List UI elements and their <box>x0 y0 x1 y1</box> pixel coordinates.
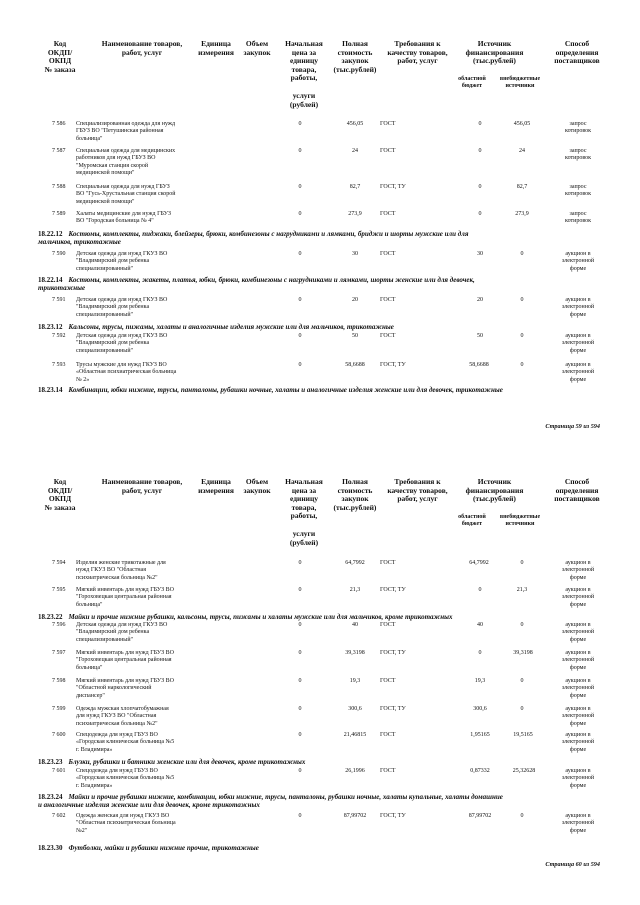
row-regional: 64,7992 <box>469 560 489 566</box>
section-code: 18.23.22 <box>38 613 63 621</box>
row-name: Детская одежда для нужд ГКУЗ ВО "Владимирский дом ребенка специализированный" <box>76 622 168 643</box>
row-name: Детская одежда для нужд ГКУЗ ВО "Владимирский дом ребенка специализированный" <box>76 251 168 272</box>
header-code: Код ОКДП/ ОКПД № заказа <box>44 477 76 512</box>
section-heading <box>38 613 598 621</box>
row-name: Изделия женские трикотажные для нужд ГКУЗ ВО "Областная психиатрическая больница №2" <box>76 560 166 581</box>
row-price: 0 <box>298 587 302 593</box>
row-method: запрос котировок <box>564 148 592 162</box>
section-code: 18.23.24 <box>38 793 63 801</box>
row-total: 19,3 <box>349 678 361 684</box>
row-code: 7 589 <box>52 211 66 217</box>
row-regional: 40 <box>477 622 483 628</box>
row-regional: 0 <box>478 121 482 127</box>
row-regional: 0 <box>478 211 482 217</box>
row-price: 0 <box>298 560 302 566</box>
row-req: ГОСТ <box>380 121 396 127</box>
row-code: 7 595 <box>52 587 66 593</box>
row-offbudget: 0 <box>520 678 524 684</box>
row-price: 0 <box>298 184 302 190</box>
header-volume: Объем закупок <box>243 39 271 57</box>
row-method: аукцион в электронной форме <box>561 587 595 608</box>
row-code: 7 596 <box>52 622 66 628</box>
row-regional: 0 <box>478 587 482 593</box>
header-requirements: Требования к качеству товаров, работ, услуг <box>387 39 448 66</box>
row-total: 21,46815 <box>343 732 367 738</box>
header-total: Полная стоимость закупок (тыс.рублей) <box>333 477 377 512</box>
section-code: 18.23.14 <box>38 386 63 394</box>
page-60 <box>0 438 640 905</box>
row-name: Одежда женская для нужд ГКУЗ ВО "Областная психиатрическая больница №2" <box>76 813 176 834</box>
page-footer: Страница 59 из 594 <box>545 423 600 430</box>
row-req: ГОСТ <box>380 148 396 154</box>
row-req: ГОСТ, ТУ <box>380 650 406 656</box>
header-source: Источник финансирования (тыс.рублей) <box>465 477 524 504</box>
row-code: 7 590 <box>52 251 66 257</box>
row-req: ГОСТ <box>380 560 396 566</box>
header-source-regional: областной бюджет <box>458 514 486 527</box>
row-offbudget: 39,3198 <box>513 650 533 656</box>
section-code: 18.22.12 <box>38 230 63 238</box>
row-method: аукцион в электронной форме <box>561 560 595 581</box>
row-regional: 1,95165 <box>470 732 490 738</box>
row-total: 82,7 <box>349 184 361 190</box>
row-regional: 0 <box>478 148 482 154</box>
row-total: 39,3198 <box>345 650 365 656</box>
header-start-price-units: услуги (рублей) <box>289 529 319 547</box>
header-start-price: Начальная цена за единицу товара, работы, <box>285 39 323 83</box>
header-start-price-units: услуги (рублей) <box>289 91 319 109</box>
header-name: Наименование товаров, работ, услуг <box>101 477 183 495</box>
row-method: запрос котировок <box>564 211 592 225</box>
row-total: 24 <box>352 148 358 154</box>
row-req: ГОСТ <box>380 251 396 257</box>
row-method: запрос котировок <box>564 184 592 198</box>
row-offbudget: 0 <box>520 706 524 712</box>
row-method: запрос котировок <box>564 121 592 135</box>
row-total: 300,6 <box>348 706 362 712</box>
section-heading <box>38 793 598 809</box>
section-heading <box>38 230 598 246</box>
section-heading <box>38 844 598 852</box>
row-code: 7 591 <box>52 297 66 303</box>
row-total: 40 <box>352 622 358 628</box>
page-footer: Страница 60 из 594 <box>545 861 600 868</box>
row-req: ГОСТ, ТУ <box>380 587 406 593</box>
row-method: аукцион в электронной форме <box>561 813 595 834</box>
row-price: 0 <box>298 211 302 217</box>
row-name: Трусы мужские для нужд ГКУЗ ВО «Областная психиатрическая больница № 2» <box>76 362 177 383</box>
row-regional: 0 <box>478 650 482 656</box>
section-code: 18.23.30 <box>38 844 63 852</box>
row-price: 0 <box>298 768 302 774</box>
section-code: 18.22.14 <box>38 276 63 284</box>
row-code: 7 588 <box>52 184 66 190</box>
section-title: Майки и прочие рубашки нижние, комбинации, юбки нижние, трусы, панталоны, рубашки ночные, халаты купальные, халаты домашние и аналогичные изделия женские или для девочек, кроме трикотажных <box>38 793 503 809</box>
row-code: 7 586 <box>52 121 66 127</box>
row-price: 0 <box>298 362 302 368</box>
row-regional: 87,99702 <box>468 813 492 819</box>
row-total: 64,7992 <box>345 560 365 566</box>
row-req: ГОСТ <box>380 297 396 303</box>
row-code: 7 594 <box>52 560 66 566</box>
row-offbudget: 0 <box>520 251 524 257</box>
row-total: 456,05 <box>346 121 364 127</box>
row-price: 0 <box>298 622 302 628</box>
row-method: аукцион в электронной форме <box>561 333 595 354</box>
row-total: 20 <box>352 297 358 303</box>
row-price: 0 <box>298 148 302 154</box>
header-source-offbudget: внебюджетные источники <box>499 76 541 89</box>
row-code: 7 600 <box>52 732 66 738</box>
row-regional: 20 <box>477 297 483 303</box>
row-price: 0 <box>298 813 302 819</box>
row-offbudget: 0 <box>520 560 524 566</box>
header-total: Полная стоимость закупок (тыс.рублей) <box>333 39 377 74</box>
row-offbudget: 273,9 <box>515 211 529 217</box>
row-regional: 300,6 <box>473 706 487 712</box>
row-method: аукцион в электронной форме <box>561 622 595 643</box>
section-code: 18.23.12 <box>38 323 63 331</box>
header-code: Код ОКДП/ ОКПД № заказа <box>44 39 76 74</box>
row-name: Детская одежда для нужд ГКУЗ ВО "Владимирский дом ребенка специализированный" <box>76 333 168 354</box>
header-unit: Единица измерения <box>198 39 234 57</box>
row-code: 7 598 <box>52 678 66 684</box>
row-req: ГОСТ, ТУ <box>380 813 406 819</box>
row-total: 58,6688 <box>345 362 365 368</box>
row-method: аукцион в электронной форме <box>561 297 595 318</box>
row-method: аукцион в электронной форме <box>561 251 595 272</box>
row-req: ГОСТ, ТУ <box>380 184 406 190</box>
section-title: Кальсоны, трусы, пижамы, халаты и аналогичные изделия мужские или для мальчиков, трикотажные <box>68 323 394 331</box>
row-price: 0 <box>298 732 302 738</box>
section-heading <box>38 276 598 292</box>
row-code: 7 602 <box>52 813 66 819</box>
row-total: 50 <box>352 333 358 339</box>
row-name: Спецодежда для нужд ГБУЗ ВО «Городская клиническая больница №5 г. Владимира» <box>76 768 175 789</box>
row-price: 0 <box>298 706 302 712</box>
header-source-offbudget: внебюджетные источники <box>499 514 541 527</box>
row-method: аукцион в электронной форме <box>561 650 595 671</box>
row-regional: 0 <box>478 184 482 190</box>
row-code: 7 597 <box>52 650 66 656</box>
row-price: 0 <box>298 297 302 303</box>
section-title: Блузки, рубашки и батники женские или для девочек, кроме трикотажных <box>68 758 306 766</box>
row-code: 7 592 <box>52 333 66 339</box>
section-title: Костюмы, комплекты, жакеты, платья, юбки, брюки, комбинезоны с нагрудниками и лямками, шорты женские или для девочек, трикотажные <box>38 276 475 292</box>
row-method: аукцион в электронной форме <box>561 706 595 727</box>
row-name: Спецодежда для нужд ГБУЗ ВО «Городская клиническая больница №5 г. Владимира» <box>76 732 175 753</box>
row-price: 0 <box>298 251 302 257</box>
row-name: Мягкий инвентарь для нужд ГБУЗ ВО "Областной наркологический диспансер" <box>76 678 174 699</box>
row-name: Детская одежда для нужд ГКУЗ ВО "Владимирский дом ребенка специализированный" <box>76 297 168 318</box>
row-name: Специализированная одежда для нужд ГБУЗ ВО "Петушинская районная больница" <box>76 121 176 142</box>
section-title: Комбинации, юбки нижние, трусы, панталоны, рубашки ночные, халаты и аналогичные изделия женские или для девочек, трикотажные <box>68 386 503 394</box>
header-source: Источник финансирования (тыс.рублей) <box>465 39 524 66</box>
row-offbudget: 0 <box>520 333 524 339</box>
row-total: 26,1996 <box>345 768 365 774</box>
row-price: 0 <box>298 121 302 127</box>
row-regional: 19,3 <box>474 678 486 684</box>
row-req: ГОСТ <box>380 211 396 217</box>
row-offbudget: 0 <box>520 297 524 303</box>
row-total: 87,99702 <box>343 813 367 819</box>
row-req: ГОСТ <box>380 678 396 684</box>
row-code: 7 601 <box>52 768 66 774</box>
row-code: 7 587 <box>52 148 66 154</box>
row-offbudget: 0 <box>520 813 524 819</box>
row-offbudget: 19,5165 <box>513 732 533 738</box>
row-total: 30 <box>352 251 358 257</box>
row-price: 0 <box>298 650 302 656</box>
header-name: Наименование товаров, работ, услуг <box>101 39 183 57</box>
row-method: аукцион в электронной форме <box>561 362 595 383</box>
row-req: ГОСТ <box>380 333 396 339</box>
row-name: Мягкий инвентарь для нужд ГБУЗ ВО "Гороховецкая центральная районная больница" <box>76 650 174 671</box>
row-offbudget: 0 <box>520 622 524 628</box>
row-req: ГОСТ <box>380 732 396 738</box>
row-code: 7 599 <box>52 706 66 712</box>
row-offbudget: 24 <box>519 148 525 154</box>
header-start-price: Начальная цена за единицу товара, работы, <box>285 477 323 521</box>
row-req: ГОСТ <box>380 622 396 628</box>
row-price: 0 <box>298 333 302 339</box>
header-unit: Единица измерения <box>198 477 234 495</box>
row-regional: 50 <box>477 333 483 339</box>
header-requirements: Требования к качеству товаров, работ, услуг <box>387 477 448 504</box>
row-name: Специальная одежда для медицинских работников для нужд ГБУЗ ВО "Муромская станция скорой медицинской помощи" <box>76 148 176 177</box>
section-title: Майки и прочие нижние рубашки, кальсоны, трусы, пижамы и халаты мужские или для мальчиков, кроме трикотажных <box>68 613 453 621</box>
row-req: ГОСТ <box>380 768 396 774</box>
row-offbudget: 25,32628 <box>512 768 536 774</box>
row-offbudget: 21,3 <box>516 587 528 593</box>
row-method: аукцион в электронной форме <box>561 768 595 789</box>
section-heading <box>38 758 598 766</box>
row-price: 0 <box>298 678 302 684</box>
header-source-regional: областной бюджет <box>458 76 486 89</box>
section-title: Футболки, майки и рубашки нижние прочие, трикотажные <box>68 844 259 852</box>
row-req: ГОСТ, ТУ <box>380 706 406 712</box>
header-method: Способ определения поставщиков <box>554 477 600 504</box>
row-regional: 0,87332 <box>470 768 490 774</box>
section-title: Костюмы, комплекты, пиджаки, блейзеры, брюки, комбинезоны с нагрудниками и лямками, бриджи и шорты мужские или для мальчиков, трикотажные <box>38 230 469 246</box>
row-method: аукцион в электронной форме <box>561 732 595 753</box>
row-name: Халаты медицинские для нужд ГБУЗ ВО "Городская больница № 4" <box>76 211 171 225</box>
section-heading <box>38 386 598 394</box>
row-name: Мягкий инвентарь для нужд ГБУЗ ВО "Гороховецкая центральная районная больница" <box>76 587 174 608</box>
row-code: 7 593 <box>52 362 66 368</box>
row-regional: 30 <box>477 251 483 257</box>
page-59 <box>0 0 640 440</box>
section-heading <box>38 323 598 331</box>
header-method: Способ определения поставщиков <box>554 39 600 66</box>
header-volume: Объем закупок <box>243 477 271 495</box>
row-method: аукцион в электронной форме <box>561 678 595 699</box>
row-offbudget: 456,05 <box>513 121 531 127</box>
row-name: Специальная одежда для нужд ГБУЗ ВО "Гусь-Хрустальная станция скорой медицинской помощи" <box>76 184 176 205</box>
row-total: 21,3 <box>349 587 361 593</box>
row-offbudget: 0 <box>520 362 524 368</box>
row-regional: 58,6688 <box>469 362 489 368</box>
section-code: 18.23.23 <box>38 758 63 766</box>
row-name: Одежда мужская хлопчатобумажная для нужд ГКУЗ ВО "Областная психиатрическая больница №2" <box>76 706 169 727</box>
row-req: ГОСТ, ТУ <box>380 362 406 368</box>
row-total: 273,9 <box>348 211 362 217</box>
row-offbudget: 82,7 <box>516 184 528 190</box>
